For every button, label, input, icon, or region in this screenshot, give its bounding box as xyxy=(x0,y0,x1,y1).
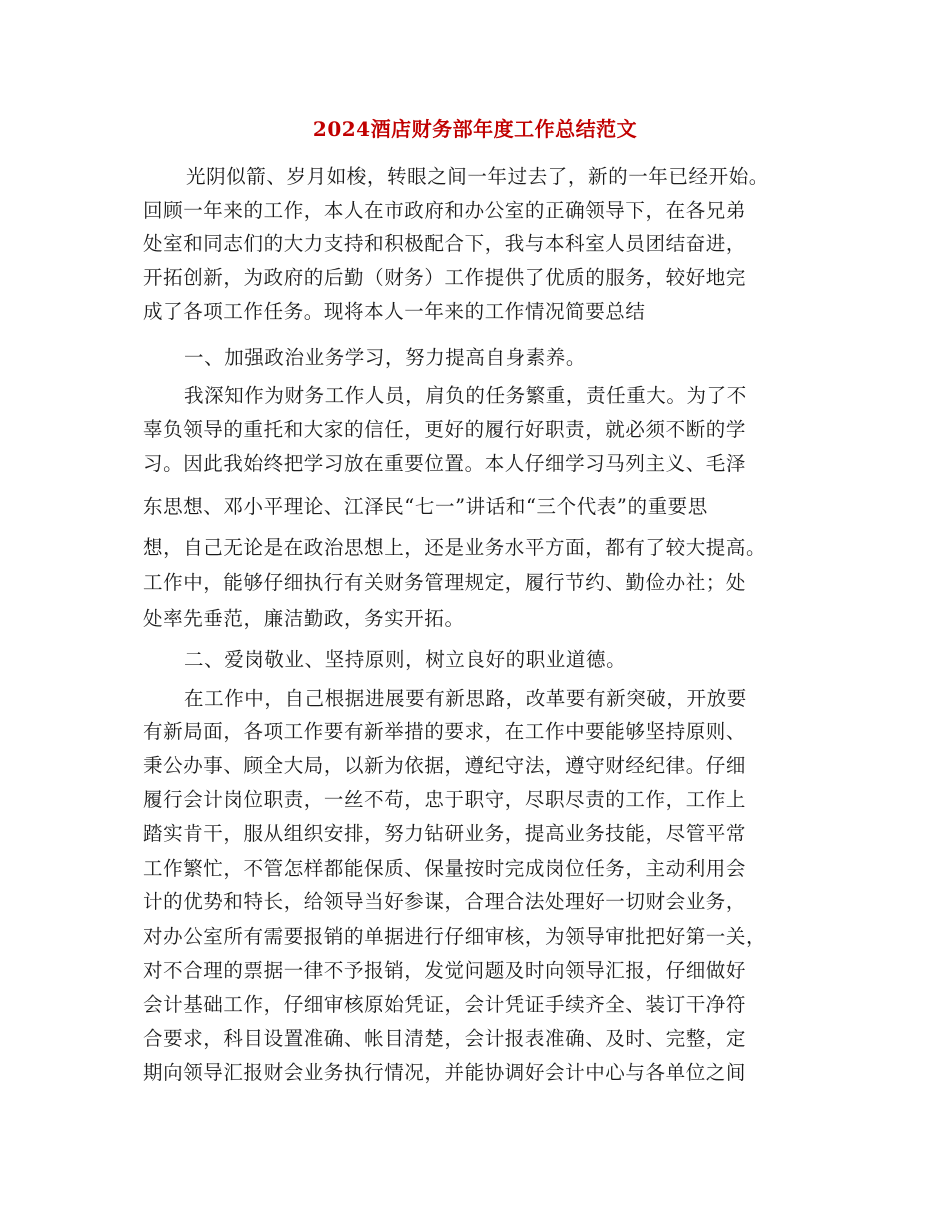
paragraph-line: 计的优势和特长，给领导当好参谋，合理合法处理好一切财会业务， xyxy=(143,890,747,913)
paragraph-line: 回顾一年来的工作，本人在市政府和办公室的正确领导下，在各兄弟 xyxy=(143,199,747,222)
paragraph-line: 开拓创新，为政府的后勤（财务）工作提供了优质的服务，较好地完 xyxy=(143,266,747,289)
paragraph-line: 处率先垂范，廉洁勤政，务实开拓。 xyxy=(143,607,465,630)
paragraph-line: 会计基础工作，仔细审核原始凭证，会计凭证手续齐全、装订干净符 xyxy=(143,993,747,1016)
paragraph-line: 有新局面，各项工作要有新举措的要求，在工作中要能够坚持原则、 xyxy=(143,720,747,743)
paragraph-line: 我深知作为财务工作人员，肩负的任务繁重，责任重大。为了不 xyxy=(184,384,747,407)
paragraph-line: 在工作中，自己根据进展要有新思路，改革要有新突破，开放要 xyxy=(184,687,747,710)
section-heading: 一、加强政治业务学习，努力提高自身素养。 xyxy=(184,346,587,369)
paragraph-line: 光阴似箭、岁月如梭，转眼之间一年过去了，新的一年已经开始。 xyxy=(186,165,769,188)
paragraph-line: 习。因此我始终把学习放在重要位置。本人仔细学习马列主义、毛泽 xyxy=(143,452,747,475)
paragraph-line: 秉公办事、顾全大局，以新为依据，遵纪守法，遵守财经纪律。仔细 xyxy=(143,754,747,777)
paragraph-line: 对办公室所有需要报销的单据进行仔细审核，为领导审批把好第一关， xyxy=(143,925,767,948)
paragraph-line: 工作中，能够仔细执行有关财务管理规定，履行节约、勤俭办社；处 xyxy=(143,571,747,594)
document-title: 2024酒店财务部年度工作总结范文 xyxy=(312,117,638,141)
paragraph-line: 想，自己无论是在政治思想上，还是业务水平方面，都有了较大提高。 xyxy=(143,536,767,559)
section-heading: 二、爱岗敬业、坚持原则，树立良好的职业道德。 xyxy=(184,648,627,671)
paragraph-line: 履行会计岗位职责，一丝不苟，忠于职守，尽职尽责的工作，工作上 xyxy=(143,788,747,811)
paragraph-line: 东思想、邓小平理论、江泽民“七一”讲话和“三个代表”的重要思 xyxy=(143,495,708,518)
paragraph-line: 合要求，科目设置准确、帐目清楚，会计报表准确、及时、完整，定 xyxy=(143,1027,747,1050)
paragraph-line: 工作繁忙，不管怎样都能保质、保量按时完成岗位任务，主动利用会 xyxy=(143,857,747,880)
paragraph-line: 处室和同志们的大力支持和积极配合下，我与本科室人员团结奋进， xyxy=(143,232,747,255)
paragraph-line: 对不合理的票据一律不予报销，发觉问题及时向领导汇报，仔细做好 xyxy=(143,959,747,982)
paragraph-line: 期向领导汇报财会业务执行情况，并能协调好会计中心与各单位之间 xyxy=(143,1061,747,1084)
paragraph-line: 成了各项工作任务。现将本人一年来的工作情况简要总结 xyxy=(143,300,646,323)
paragraph-line: 辜负领导的重托和大家的信任，更好的履行好职责，就必须不断的学 xyxy=(143,418,747,441)
paragraph-line: 踏实肯干，服从组织安排，努力钻研业务，提高业务技能，尽管平常 xyxy=(143,822,747,845)
